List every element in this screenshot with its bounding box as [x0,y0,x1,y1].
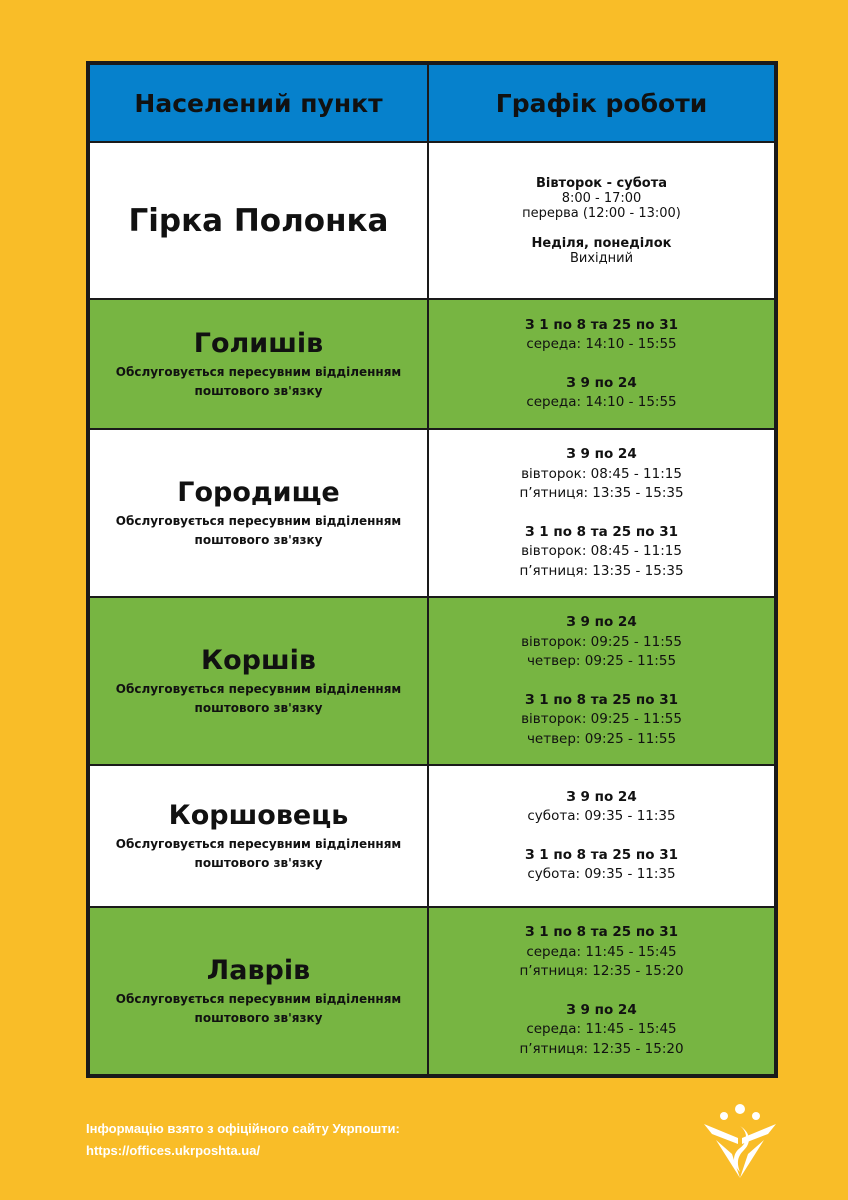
schedule-line: п’ятниця: 13:35 - 15:35 [519,485,684,501]
schedule-line: Вихідний [569,250,634,266]
settlement-note: Обслуговується пересувним відділенням поштового зв'язку [115,682,402,715]
settlement-cell [89,429,428,597]
schedule-heading: З 1 по 8 та 25 по 31 [525,924,678,940]
settlement-name: Городище [177,477,340,508]
settlement-note: Обслуговується пересувним відділенням поштового зв'язку [115,365,402,398]
schedule-line: п’ятниця: 12:35 - 15:20 [519,963,684,979]
table-header-row [89,64,775,142]
source-link[interactable]: https://offices.ukrposhta.ua/ [86,1143,261,1158]
schedule-line: середа: 11:45 - 15:45 [526,1021,677,1037]
table-row [89,907,775,1075]
schedule-line: четвер: 09:25 - 11:55 [526,653,677,669]
settlement-note: Обслуговується пересувним відділенням поштового зв'язку [115,837,402,870]
schedule-line: субота: 09:35 - 11:35 [527,808,676,824]
schedule-heading: З 1 по 8 та 25 по 31 [525,316,678,333]
settlement-note: Обслуговується пересувним відділенням поштового зв'язку [115,514,402,547]
schedule-line: середа: 14:10 - 15:55 [526,336,677,352]
schedule-heading: З 9 по 24 [566,374,637,391]
schedule-block [429,613,774,749]
settlement-name: Гірка Полонка [128,202,389,239]
settlement-cell [89,907,428,1075]
schedule-cell [428,299,775,429]
schedule-line: субота: 09:35 - 11:35 [527,866,676,882]
schedule-line: вівторок: 09:25 - 11:55 [521,633,682,650]
source-footer [86,1118,400,1162]
schedule-line: п’ятниця: 13:35 - 15:35 [519,562,684,579]
table-row [89,142,775,299]
schedule-heading: Неділя, понеділок [531,235,672,251]
schedule-cell [428,765,775,907]
source-caption: Інформацію взято з офіційного сайту Укрпошти: [86,1121,400,1136]
schedule-line: 8:00 - 17:00 [561,190,642,206]
schedule-cell [428,597,775,765]
schedule-block [429,445,774,581]
schedule-block [429,316,774,413]
schedule-line: четвер: 09:25 - 11:55 [526,730,677,747]
schedule-table [88,63,776,1076]
settlement-note: Обслуговується пересувним відділенням поштового зв'язку [115,992,402,1025]
schedule-line: вівторок: 08:45 - 11:15 [521,465,682,482]
table-row [89,765,775,907]
settlement-cell [89,142,428,299]
schedule-heading: Вівторок - субота [535,175,668,191]
table-row [89,429,775,597]
settlement-cell [89,299,428,429]
settlement-name: Голишів [193,328,324,359]
schedule-heading: З 9 по 24 [566,446,637,462]
schedule-line: п’ятниця: 12:35 - 15:20 [519,1040,684,1057]
schedule-heading: З 9 по 24 [566,788,637,805]
schedule-heading: З 1 по 8 та 25 по 31 [525,691,678,708]
table-row [89,597,775,765]
header-settlement: Населений пункт [89,64,428,142]
schedule-heading: З 1 по 8 та 25 по 31 [525,523,678,540]
schedule-line: середа: 14:10 - 15:55 [526,394,677,410]
schedule-block [429,923,774,1059]
settlement-name: Коршовець [168,800,349,831]
schedule-line: перерва (12:00 - 13:00) [522,205,681,221]
schedule-block [429,176,774,266]
schedule-block [429,788,774,885]
schedule-line: вівторок: 09:25 - 11:55 [521,711,682,727]
settlement-cell [89,597,428,765]
schedule-heading: З 9 по 24 [566,1001,637,1018]
schedule-cell [428,907,775,1075]
schedule-cell [428,142,775,299]
settlement-cell [89,765,428,907]
schedule-line: середа: 11:45 - 15:45 [526,943,677,960]
settlement-name: Лаврів [206,955,311,986]
settlement-name: Коршів [201,645,316,676]
schedule-cell [428,429,775,597]
schedule-heading: З 9 по 24 [566,614,637,630]
schedule-line: вівторок: 08:45 - 11:15 [521,543,682,559]
table-row [89,299,775,429]
schedule-heading: З 1 по 8 та 25 по 31 [525,846,678,863]
ukrposhta-logo-icon [702,1102,778,1180]
schedule-table-frame [86,61,778,1078]
header-schedule: Графік роботи [428,64,775,142]
